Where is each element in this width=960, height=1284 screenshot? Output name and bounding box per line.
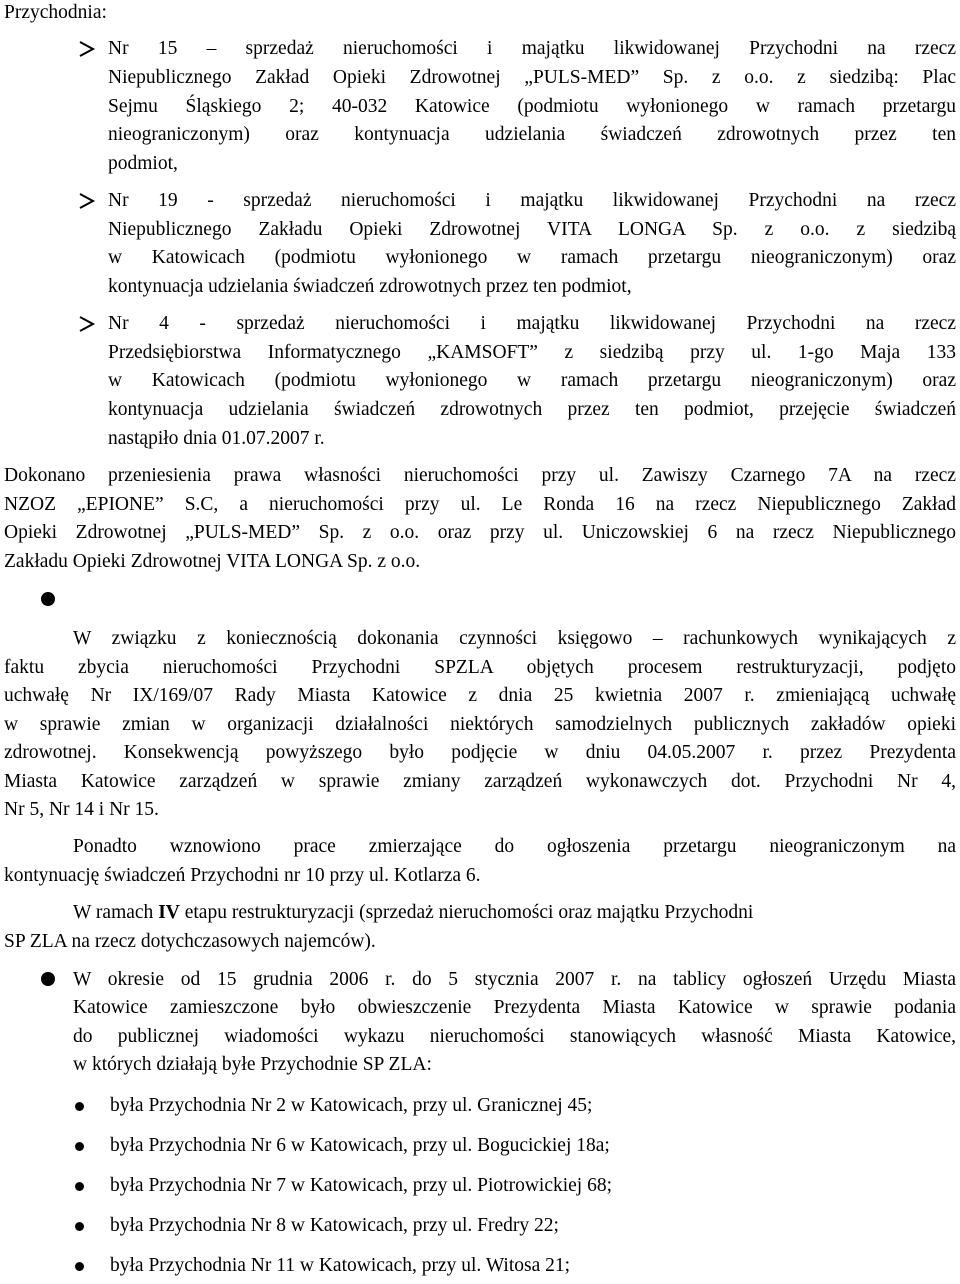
tender-line-2: kontynuację świadczeń Przychodni nr 10 przy ul. Kotlarza 6. xyxy=(4,865,481,886)
clinic-list-item: była Przychodnia Nr 6 w Katowicach, przy ul. Bogucickiej 18a; xyxy=(110,1135,610,1156)
stage-iv-prefix: W ramach xyxy=(73,902,159,923)
stage-iv-line-2: SP ZLA na rzecz dotychczasowych najemców). xyxy=(4,931,376,952)
arrow-item-3-line-4: kontynuacja udzielania świadczeń zdrowotnych przez ten podmiot, przejęcie świadczeń xyxy=(108,399,956,420)
bullet-dot-icon xyxy=(41,972,55,986)
clinic-list-item: była Przychodnia Nr 7 w Katowicach, przy ul. Piotrowickiej 68; xyxy=(110,1175,613,1196)
bullet-dot-icon xyxy=(41,592,55,606)
notice-line-4: w których działają byłe Przychodnie SP ZLA: xyxy=(73,1054,432,1075)
notice-line-3: do publicznej wiadomości wykazu nieruchomości stanowiących własność Miasta Katowice, xyxy=(73,1026,956,1047)
arrow-item-1-line-4: nieograniczonym) oraz kontynuacja udzielania świadczeń zdrowotnych przez ten xyxy=(108,124,956,145)
tender-line-1: Ponadto wznowiono prace zmierzające do ogłoszenia przetargu nieograniczonym na xyxy=(73,836,956,857)
arrow-item-1-line-5: podmiot, xyxy=(108,153,178,174)
arrow-bullet-icon xyxy=(78,40,96,58)
arrow-item-2-line-3: w Katowicach (podmiotu wyłonionego w ramach przetargu nieograniczonym) oraz xyxy=(108,247,956,268)
list-bullet-icon xyxy=(75,1262,84,1271)
transfer-line-4: Zakładu Opieki Zdrowotnej VITA LONGA Sp. z o.o. xyxy=(4,551,421,572)
notice-line-1: W okresie od 15 grudnia 2006 r. do 5 stycznia 2007 r. na tablicy ogłoszeń Urzędu Miasta xyxy=(73,969,956,990)
resolution-line-5: zdrowotnej. Konsekwencją powyższego było podjęcie w dniu 04.05.2007 r. przez Prezydenta xyxy=(4,742,956,763)
transfer-line-1: Dokonano przeniesienia prawa własności nieruchomości przy ul. Zawiszy Czarnego 7A na rzecz xyxy=(4,465,956,486)
transfer-line-2: NZOZ „EPIONE” S.C, a nieruchomości przy ul. Le Ronda 16 na rzecz Niepublicznego Zakład xyxy=(4,494,956,515)
list-bullet-icon xyxy=(75,1222,84,1231)
stage-iv-suffix: etapu restrukturyzacji (sprzedaż nieruchomości oraz majątku Przychodni xyxy=(179,902,754,923)
arrow-item-1-line-3: Sejmu Śląskiego 2; 40-032 Katowice (podmiotu wyłonionego w ramach przetargu xyxy=(108,96,956,117)
clinic-list-item: była Przychodnia Nr 2 w Katowicach, przy ul. Granicznej 45; xyxy=(110,1095,593,1116)
arrow-item-1-line-2: Niepublicznego Zakład Opieki Zdrowotnej „PULS-MED” Sp. z o.o. z siedzibą: Plac xyxy=(108,67,956,88)
section-heading: Przychodnia: xyxy=(4,2,107,23)
stage-iv-bold: IV xyxy=(158,902,180,923)
resolution-line-2: faktu zbycia nieruchomości Przychodni SPZLA objętych procesem restrukturyzacji, podjęto xyxy=(4,657,956,678)
list-bullet-icon xyxy=(75,1142,84,1151)
arrow-bullet-icon xyxy=(78,192,96,210)
clinic-list-item: była Przychodnia Nr 8 w Katowicach, przy ul. Fredry 22; xyxy=(110,1215,559,1236)
resolution-line-7: Nr 5, Nr 14 i Nr 15. xyxy=(4,799,159,820)
resolution-line-6: Miasta Katowice zarządzeń w sprawie zmiany zarządzeń wykonawczych dot. Przychodni Nr 4, xyxy=(4,771,956,792)
arrow-item-3-line-2: Przedsiębiorstwa Informatycznego „KAMSOFT” z siedzibą przy ul. 1-go Maja 133 xyxy=(108,342,956,363)
transfer-line-3: Opieki Zdrowotnej „PULS-MED” Sp. z o.o. oraz przy ul. Uniczowskiej 6 na rzecz Niepublicznego xyxy=(4,522,956,543)
list-bullet-icon xyxy=(75,1102,84,1111)
resolution-line-4: w sprawie zmian w organizacji działalności niektórych samodzielnych publicznych zakładów opieki xyxy=(4,714,956,735)
arrow-item-3-line-1: Nr 4 - sprzedaż nieruchomości i majątku likwidowanej Przychodni na rzecz xyxy=(108,313,956,334)
arrow-item-1-line-1: Nr 15 – sprzedaż nieruchomości i majątku likwidowanej Przychodni na rzecz xyxy=(108,38,956,59)
resolution-line-1: W związku z koniecznością dokonania czynności księgowo – rachunkowych wynikających z xyxy=(73,628,956,649)
list-bullet-icon xyxy=(75,1182,84,1191)
arrow-item-2-line-2: Niepublicznego Zakładu Opieki Zdrowotnej VITA LONGA Sp. z o.o. z siedzibą xyxy=(108,219,956,240)
arrow-item-2-line-1: Nr 19 - sprzedaż nieruchomości i majątku likwidowanej Przychodni na rzecz xyxy=(108,190,956,211)
resolution-line-3: uchwałę Nr IX/169/07 Rady Miasta Katowice z dnia 25 kwietnia 2007 r. zmieniającą uchwałę xyxy=(4,685,956,706)
stage-iv-line-1 xyxy=(73,899,753,928)
clinic-list-item: była Przychodnia Nr 11 w Katowicach, przy ul. Witosa 21; xyxy=(110,1255,571,1276)
notice-line-2: Katowice zamieszczone było obwieszczenie Prezydenta Miasta Katowice w sprawie podania xyxy=(73,997,956,1018)
arrow-item-2-line-4: kontynuacja udzielania świadczeń zdrowotnych przez ten podmiot, xyxy=(108,276,632,297)
arrow-bullet-icon xyxy=(78,315,96,333)
arrow-item-3-line-3: w Katowicach (podmiotu wyłonionego w ramach przetargu nieograniczonym) oraz xyxy=(108,370,956,391)
arrow-item-3-line-5: nastąpiło dnia 01.07.2007 r. xyxy=(108,428,325,449)
